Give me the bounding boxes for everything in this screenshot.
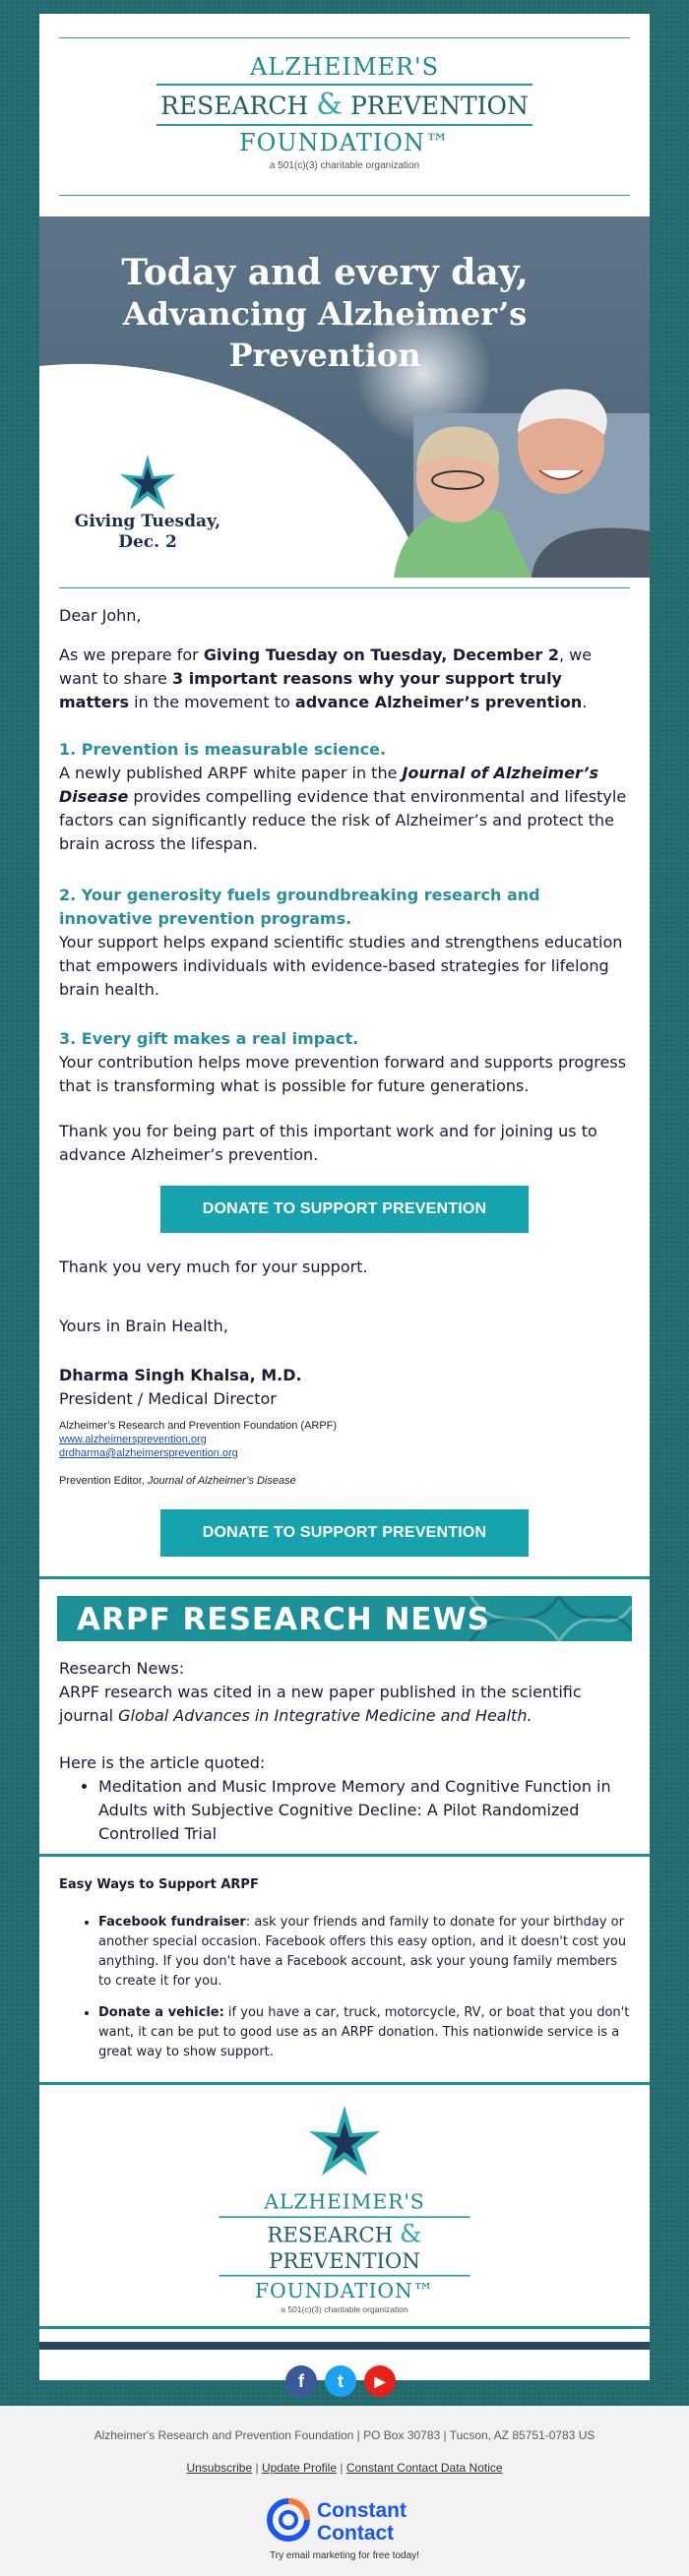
editor-prefix: Prevention Editor, [59,1475,148,1487]
research-news-title: ARPF RESEARCH NEWS [77,1602,491,1637]
constant-contact-name [317,2499,407,2545]
signature [59,1364,630,1411]
footer-strip [39,2342,650,2350]
footer-links [0,2461,689,2475]
update-profile-link[interactable]: Update Profile [261,2461,337,2475]
facebook-text: : ask your friends and family to donate for your birthday or another special occasion. Facebook offers this easy option, and it doesn't cost you anything. If you don't have a Facebook account, ask your young family members to create it for you. [98,1915,627,1989]
easy-ways-section [59,1875,630,2074]
hero-banner [39,216,650,578]
research-news-banner [57,1596,632,1641]
reason-2 [59,884,630,1002]
reason-2-body: Your support helps expand scientific studies and strengthens education that empowers individuals with evidence-based strategies for lifelong brain health. [59,933,623,999]
easy-ways-item-facebook [98,1913,630,1992]
easy-ways-title: Easy Ways to Support ARPF [59,1877,259,1892]
try-free-text[interactable]: Try email marketing for free today! [270,2550,419,2561]
hero-title-line1: Today and every day, [121,252,529,293]
signature-name: Dharma Singh Khalsa, M.D. [59,1366,302,1384]
letter-greeting: Dear John, [59,606,142,625]
divider [39,2326,650,2329]
org-line: Alzheimer’s Research and Prevention Foundation (ARPF) [59,1420,338,1432]
constant-contact-icon [266,2497,311,2543]
email-card [39,14,650,2391]
news-label: Research News: [59,1659,185,1678]
vehicle-text: if you have a car, truck, motorcycle, RV, or boat that you don't want, it can be put to good use as an ARPF donation. This nationwide service is a great way to show support. [98,2005,630,2059]
logo-prevention: PREVENTION [349,92,529,120]
vehicle-label: Donate a vehicle: [98,2005,224,2020]
footer-address: Alzheimer's Research and Prevention Foundation | PO Box 30783 | Tucson, AZ 85751-0783 US [94,2428,595,2442]
hero-title-line3: Prevention [228,337,421,374]
article-list [59,1775,630,1846]
logo-prevention: PREVENTION [269,2248,420,2274]
intro-bold: advance Alzheimer’s prevention [294,693,583,711]
logo-line2 [219,2216,470,2276]
logo-line3: FOUNDATION™ [255,2279,434,2302]
reason-1-heading: 1. Prevention is measurable science. [59,740,387,759]
constant-contact-logo[interactable] [266,2497,443,2546]
intro-text: , we want to share [59,645,593,688]
editor-line [59,1474,630,1488]
hero-title-line2: Advancing Alzheimer’s [122,295,528,333]
intro-bold: Giving Tuesday on Tuesday, December 2 [203,645,559,664]
giving-line2: Dec. 2 [118,532,177,552]
easy-ways-list [59,1913,630,2062]
header-logo-section [39,14,650,216]
logo-line1: ALZHEIMER'S [264,2190,425,2214]
news-quoted: Here is the article quoted: [59,1753,266,1772]
giving-line1: Giving Tuesday, [74,512,221,531]
divider [39,1576,650,1579]
article-item: • Meditation and Music Improve Memory and Cognitive Function in Adults with Subjective Cognitive Decline: A Pilot Randomized Controlled Trial [98,1775,630,1846]
facebook-label: Facebook fundraiser [98,1915,246,1930]
thanks-short: Thank you very much for your support. [59,1257,368,1276]
cc-line1: Constant [317,2499,407,2522]
intro-text: in the movement to [129,693,295,711]
arpf-logo-footer[interactable] [219,2190,470,2315]
arpf-star-icon [305,2104,384,2182]
donate-button[interactable]: DONATE TO SUPPORT PREVENTION [160,1186,529,1233]
logo-research: RESEARCH [160,92,309,120]
giving-tuesday-label [69,512,226,553]
logo-line2 [157,84,532,126]
intro-text: As we prepare for [59,645,204,664]
intro-text: . [582,693,588,711]
logo-subtitle: a 501(c)(3) charitable organization [269,160,420,171]
letter-intro [59,644,630,714]
logo-ampersand: & [399,2219,422,2249]
email-link[interactable]: drdharma@alzheimersprevention.org [59,1447,238,1459]
arpf-logo[interactable] [148,53,541,171]
intro-bold: 3 important reasons why your support truly matters [59,669,562,711]
logo-line3: FOUNDATION™ [239,129,450,156]
reason-3-body: Your contribution helps move prevention forward and supports progress that is transforming what is possible for future generations. [59,1053,627,1095]
logo-ampersand: & [316,88,343,122]
reason-1-text: provides compelling evidence that environmental and lifestyle factors can significantly reduce the risk of Alzheimer’s and protect the brain across the lifespan. [59,787,627,853]
couple-photo [394,390,650,578]
separator: | [255,2461,259,2475]
divider [59,195,630,196]
hero-title [118,252,532,376]
reason-1 [59,738,630,856]
unsubscribe-link[interactable]: Unsubscribe [186,2461,253,2475]
separator: | [340,2461,344,2475]
donate-button-2[interactable]: DONATE TO SUPPORT PREVENTION [160,1509,529,1557]
reason-1-text: A newly published ARPF white paper in the [59,764,403,782]
news-cited-text: ARPF research was cited in a new paper published in the scientific journal [59,1683,582,1725]
reason-3-heading: 3. Every gift makes a real impact. [59,1029,359,1048]
reason-1-body [59,762,630,856]
logo-line1: ALZHEIMER'S [249,53,440,81]
divider [59,587,630,588]
divider [39,2082,650,2085]
website-link[interactable]: www.alzheimersprevention.org [59,1434,207,1445]
divider [39,1854,650,1857]
easy-ways-item-vehicle [98,2003,630,2062]
divider [59,37,630,38]
youtube-icon[interactable]: ▶ [364,2365,396,2397]
data-notice-link[interactable]: Constant Contact Data Notice [345,2461,503,2475]
twitter-icon[interactable]: t [325,2365,356,2397]
news-cited [59,1681,630,1728]
signature-title: President / Medical Director [59,1389,277,1408]
reason-3 [59,1027,630,1098]
research-news-body [59,1657,630,1728]
org-contact [59,1419,630,1460]
reason-1-journal: Journal of Alzheimer’s Disease [59,764,599,806]
signoff: Yours in Brain Health, [59,1317,228,1335]
thanks-paragraph: Thank you for being part of this important work and for joining us to advance Alzheimer’s prevention. [59,1122,597,1164]
news-journal: Global Advances in Integrative Medicine and Health. [118,1706,532,1725]
facebook-icon[interactable]: f [285,2365,317,2397]
dna-icon [57,1596,632,1641]
cc-line2: Contact [317,2522,395,2545]
logo-subtitle: a 501(c)(3) charitable organization [281,2305,408,2315]
logo-research: RESEARCH [267,2223,394,2247]
editor-journal: Journal of Alzheimer’s Disease [147,1475,296,1487]
reason-2-heading: 2. Your generosity fuels groundbreaking research and innovative prevention programs. [59,886,540,928]
